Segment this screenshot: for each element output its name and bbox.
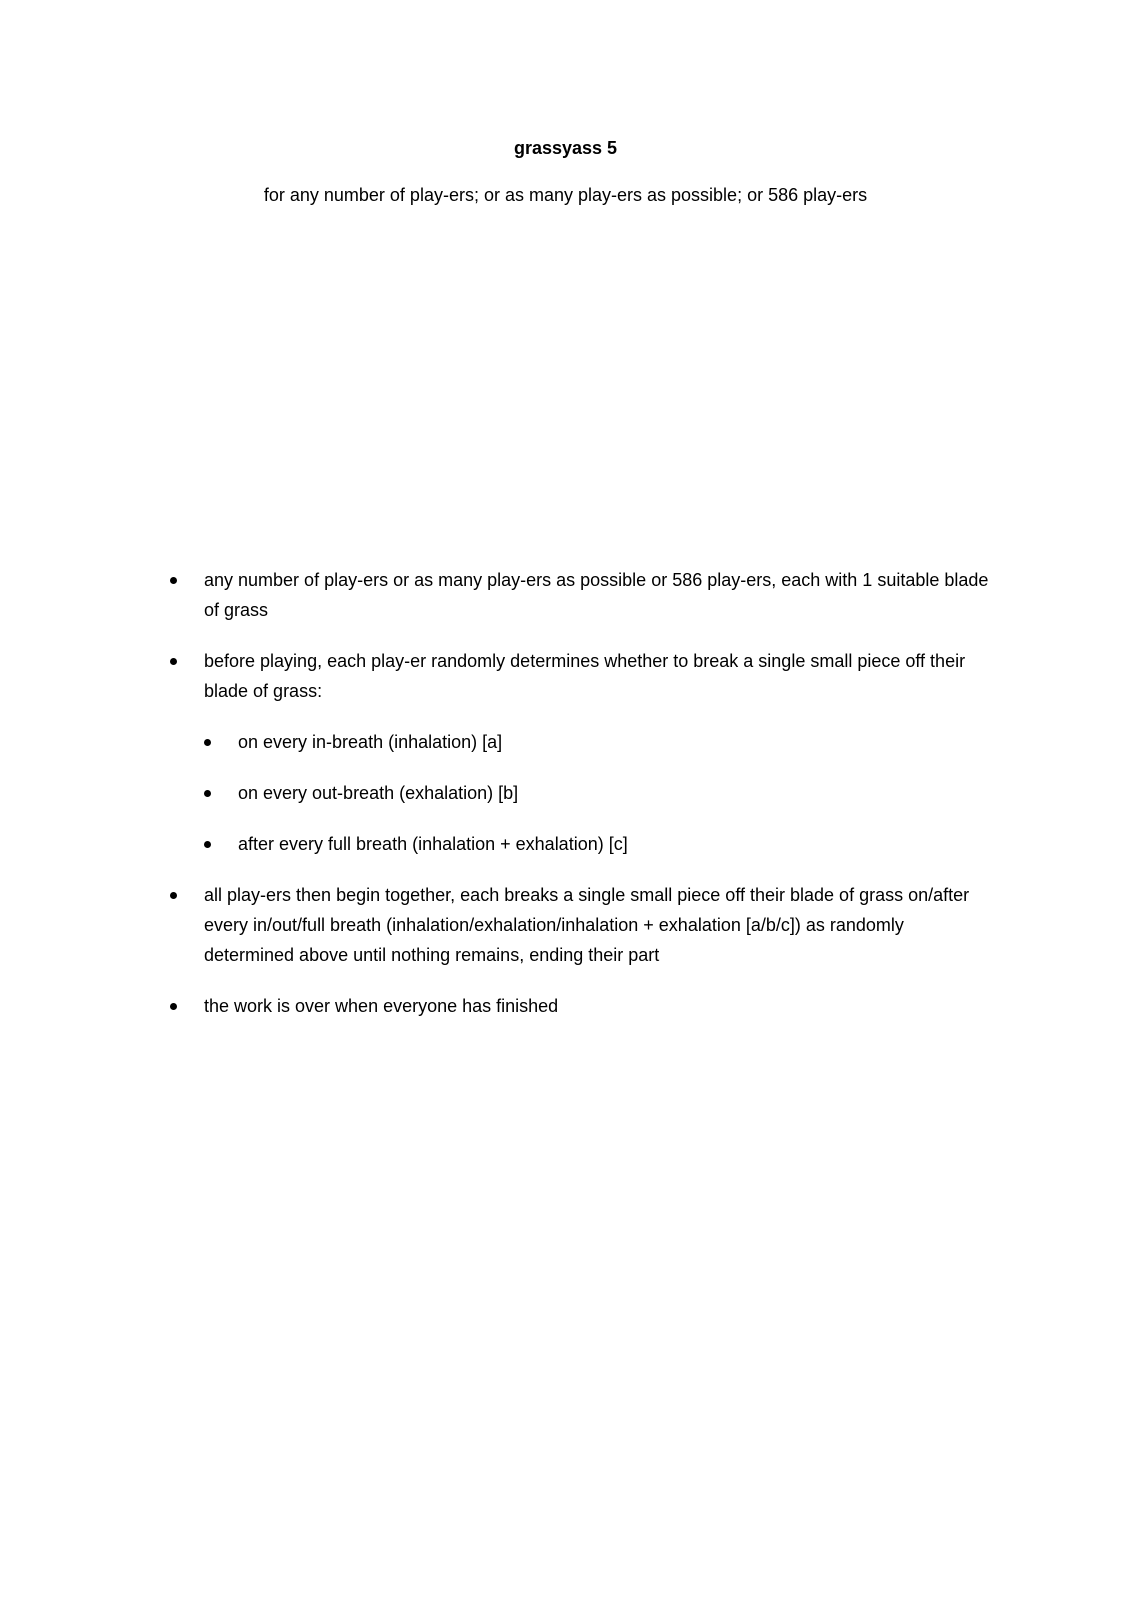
bullet-icon	[204, 790, 211, 797]
sub-list-item-text: after every full breath (inhalation + exhalation) [c]	[238, 834, 628, 854]
sub-list-item-text: on every in-breath (inhalation) [a]	[238, 732, 503, 752]
sub-list	[204, 727, 990, 859]
bullet-icon	[204, 739, 211, 746]
sub-list-item-text: on every out-breath (exhalation) [b]	[238, 783, 519, 803]
list-item	[170, 565, 990, 625]
list-item	[170, 646, 990, 859]
bullet-icon	[170, 1003, 177, 1010]
bullet-icon	[170, 658, 177, 665]
bullet-icon	[170, 892, 177, 899]
bullet-icon	[170, 577, 177, 584]
list-item	[170, 991, 990, 1021]
list-item-text: all play-ers then begin together, each breaks a single small piece off their blade of grass on/after every in/out/full breath (inhalation/exhalation/inhalation + exhalation [a/b/c]) as randomly determined above until nothing remains, ending their part	[204, 885, 970, 965]
sub-list-item	[204, 778, 990, 808]
instruction-list	[170, 565, 990, 1042]
list-item	[170, 880, 990, 970]
list-item-text: before playing, each play-er randomly determines whether to break a single small piece off their blade of grass:	[204, 651, 966, 701]
list-item-text: the work is over when everyone has finished	[204, 996, 559, 1016]
bullet-icon	[204, 841, 211, 848]
sub-list-item	[204, 727, 990, 757]
document-title: grassyass 5	[513, 138, 618, 158]
list-item-text: any number of play-ers or as many play-ers as possible or 586 play-ers, each with 1 suitable blade of grass	[204, 570, 989, 620]
sub-list-item	[204, 829, 990, 859]
document-subtitle: for any number of play-ers; or as many play-ers as possible; or 586 play-ers	[263, 185, 868, 205]
